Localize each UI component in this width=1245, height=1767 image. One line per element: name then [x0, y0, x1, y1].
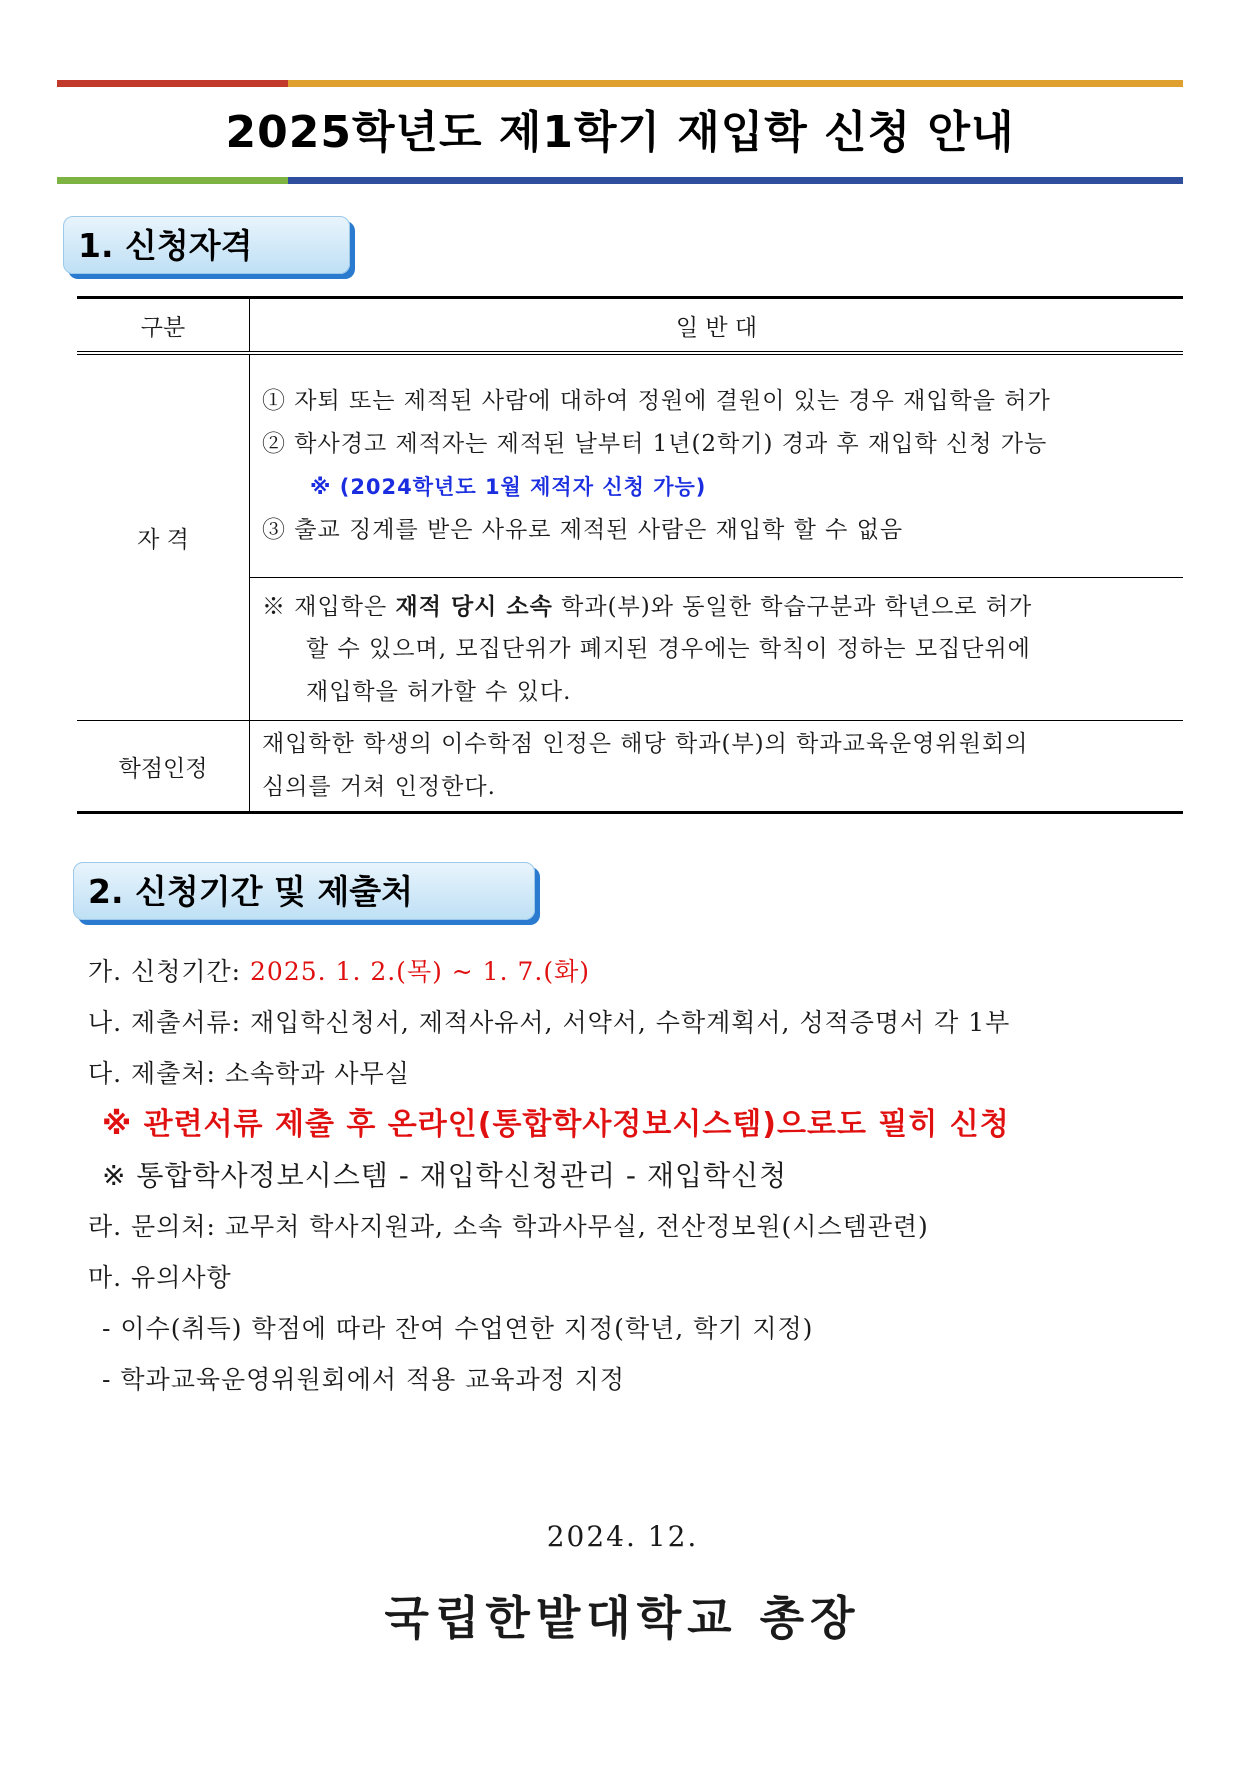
- issue-date: 2024. 12.: [546, 1520, 699, 1553]
- caution-title: 마. 유의사항: [88, 1263, 232, 1292]
- issuer-signature: 국립한밭대학교 총장: [384, 1591, 861, 1645]
- col-header-general: 일 반 대: [250, 298, 1184, 354]
- caution-item-1: - 이수(취득) 학점에 따라 잔여 수업연한 지정(학년, 학기 지정): [102, 1314, 814, 1343]
- period-line: 가. 신청기간: 2025. 1. 2.(목) ~ 1. 7.(화): [88, 957, 590, 986]
- docs-line: 나. 제출서류: 재입학신청서, 제적사유서, 서약서, 수학계획서, 성적증명서 각 1부: [88, 1008, 1011, 1037]
- system-path: ※ 통합학사정보시스템 - 재입학신청관리 - 재입학신청: [102, 1159, 788, 1192]
- caution-item-2: - 학과교육운영위원회에서 적용 교육과정 지정: [102, 1365, 626, 1394]
- bottom-color-bar: [57, 177, 1183, 184]
- row-label-credit: 학점인정: [77, 721, 250, 813]
- qual-item-2: ② 학사경고 제적자는 제적된 날부터 1년(2학기) 경과 후 재입학 신청 가능: [262, 431, 1048, 457]
- qual-item-2-note: ※ (2024학년도 1월 제적자 신청 가능): [310, 475, 707, 499]
- credit-line-2: 심의를 거쳐 인정한다.: [262, 774, 496, 800]
- row-label-qualification: 자 격: [77, 353, 250, 721]
- contact-line: 라. 문의처: 교무처 학사지원과, 소속 학과사무실, 전산정보원(시스템관련): [88, 1212, 929, 1241]
- section1-heading: 1. 신청자격: [63, 216, 350, 274]
- qualification-table: [77, 296, 1183, 814]
- qual-item-1: ① 자퇴 또는 제적된 사람에 대하여 정원에 결원이 있는 경우 재입학을 허가: [262, 388, 1051, 414]
- section2-body: [88, 946, 1188, 1405]
- qual-item-3: ③ 출교 징계를 받은 사유로 제적된 사람은 재입학 할 수 없음: [262, 517, 904, 543]
- col-header-category: 구분: [77, 298, 250, 354]
- section2-heading: 2. 신청기간 및 제출처: [73, 862, 535, 920]
- place-line: 다. 제출처: 소속학과 사무실: [88, 1059, 410, 1088]
- page-title: 2025학년도 제1학기 재입학 신청 안내: [225, 107, 1015, 158]
- period-value: 2025. 1. 2.(목) ~ 1. 7.(화): [250, 957, 590, 986]
- readmission-note-line1: ※ 재입학은 재적 당시 소속 학과(부)와 동일한 학습구분과 학년으로 허가: [262, 592, 1033, 620]
- top-color-bar: [57, 80, 1183, 87]
- online-notice: ※ 관련서류 제출 후 온라인(통합학사정보시스템)으로도 필히 신청: [102, 1107, 1010, 1142]
- readmission-note-line2: 할 수 있으며, 모집단위가 폐지된 경우에는 학칙이 정하는 모집단위에: [306, 635, 1031, 662]
- readmission-note-line3: 재입학을 허가할 수 있다.: [306, 678, 572, 705]
- credit-line-1: 재입학한 학생의 이수학점 인정은 해당 학과(부)의 학과교육운영위원회의: [262, 731, 1029, 757]
